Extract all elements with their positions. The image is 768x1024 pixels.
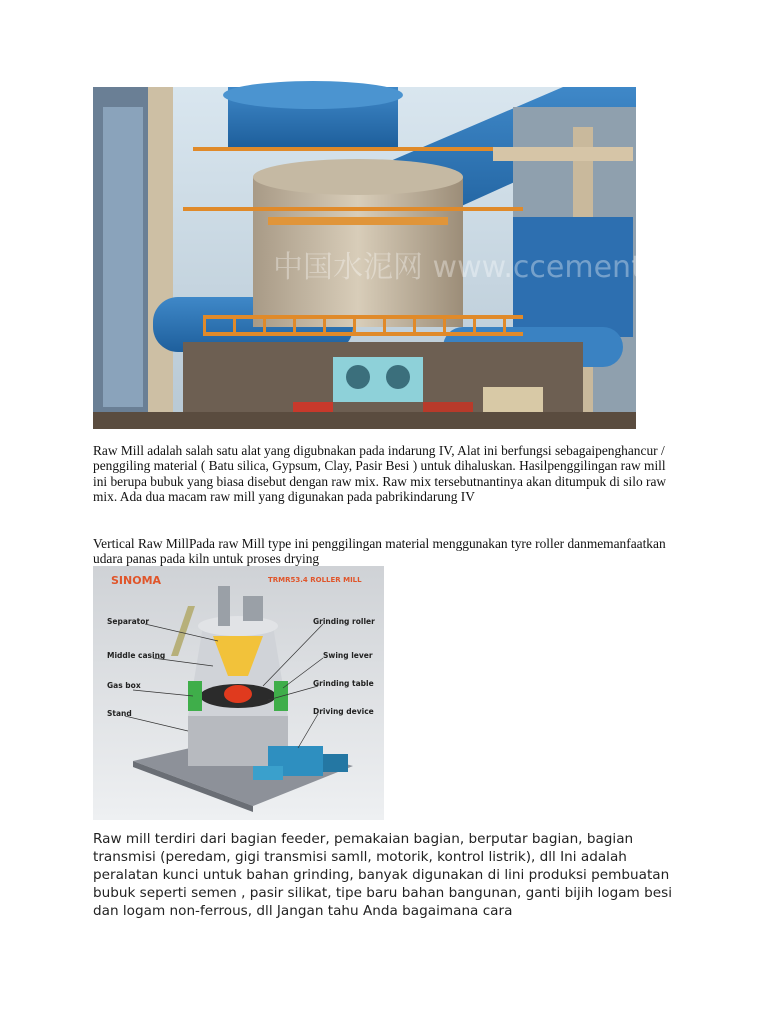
- diagram-brand: SINOMA: [111, 574, 162, 587]
- label-grinding-table: Grinding table: [313, 679, 374, 688]
- diagram-title: TRMR53.4 ROLLER MILL: [268, 576, 362, 584]
- label-grinding-roller: Grinding roller: [313, 617, 375, 626]
- paragraph-raw-mill-intro: Raw Mill adalah salah satu alat yang digubnakan pada indarung IV, Alat ini berfungsi sebagaipenghancur / penggiling material ( Batu silica, Gypsum, Clay, Pasir Besi ) untuk dihaluskan. Hasilpenggilingan raw mill ini berupa bubuk yang biasa disebut dengan raw mix. Raw mix tersebutnantinya akan ditumpuk di silo raw mix. Ada dua macam raw mill yang digunakan pada pabrikindarung IV: [93, 443, 667, 505]
- label-gas-box: Gas box: [107, 681, 141, 690]
- photo-watermark: 中国水泥网 www.ccement.com: [273, 250, 717, 285]
- paragraph-raw-mill-parts: Raw mill terdiri dari bagian feeder, pemakaian bagian, berputar bagian, bagian transmisi (peredam, gigi transmisi samll, motorik, kontrol listrik), dll Ini adalah peralatan kunci untuk bahan grinding, banyak digunakan di lini produksi pembuatan bubuk seperti semen , pasir silikat, tipe baru bahan bangunan, ganti bijih logam besi dan logam non-ferrous, dll Jangan tahu Anda bagaimana cara: [93, 831, 672, 919]
- paragraph-vertical-raw-mill: Vertical Raw MillPada raw Mill type ini penggilingan material menggunakan tyre roller danmemanfaatkan udara panas pada kiln untuk proses drying: [93, 536, 666, 567]
- roller-mill-diagram: [93, 566, 384, 820]
- raw-mill-photo: [93, 87, 717, 429]
- label-stand: Stand: [107, 709, 132, 718]
- label-separator: Separator: [107, 617, 150, 626]
- label-middle-casing: Middle casing: [107, 651, 166, 660]
- raw-mill-plant-illustration: [93, 87, 717, 429]
- label-swing-lever: Swing lever: [323, 651, 373, 660]
- roller-mill-illustration: [93, 566, 384, 820]
- label-driving-device: Driving device: [313, 707, 374, 716]
